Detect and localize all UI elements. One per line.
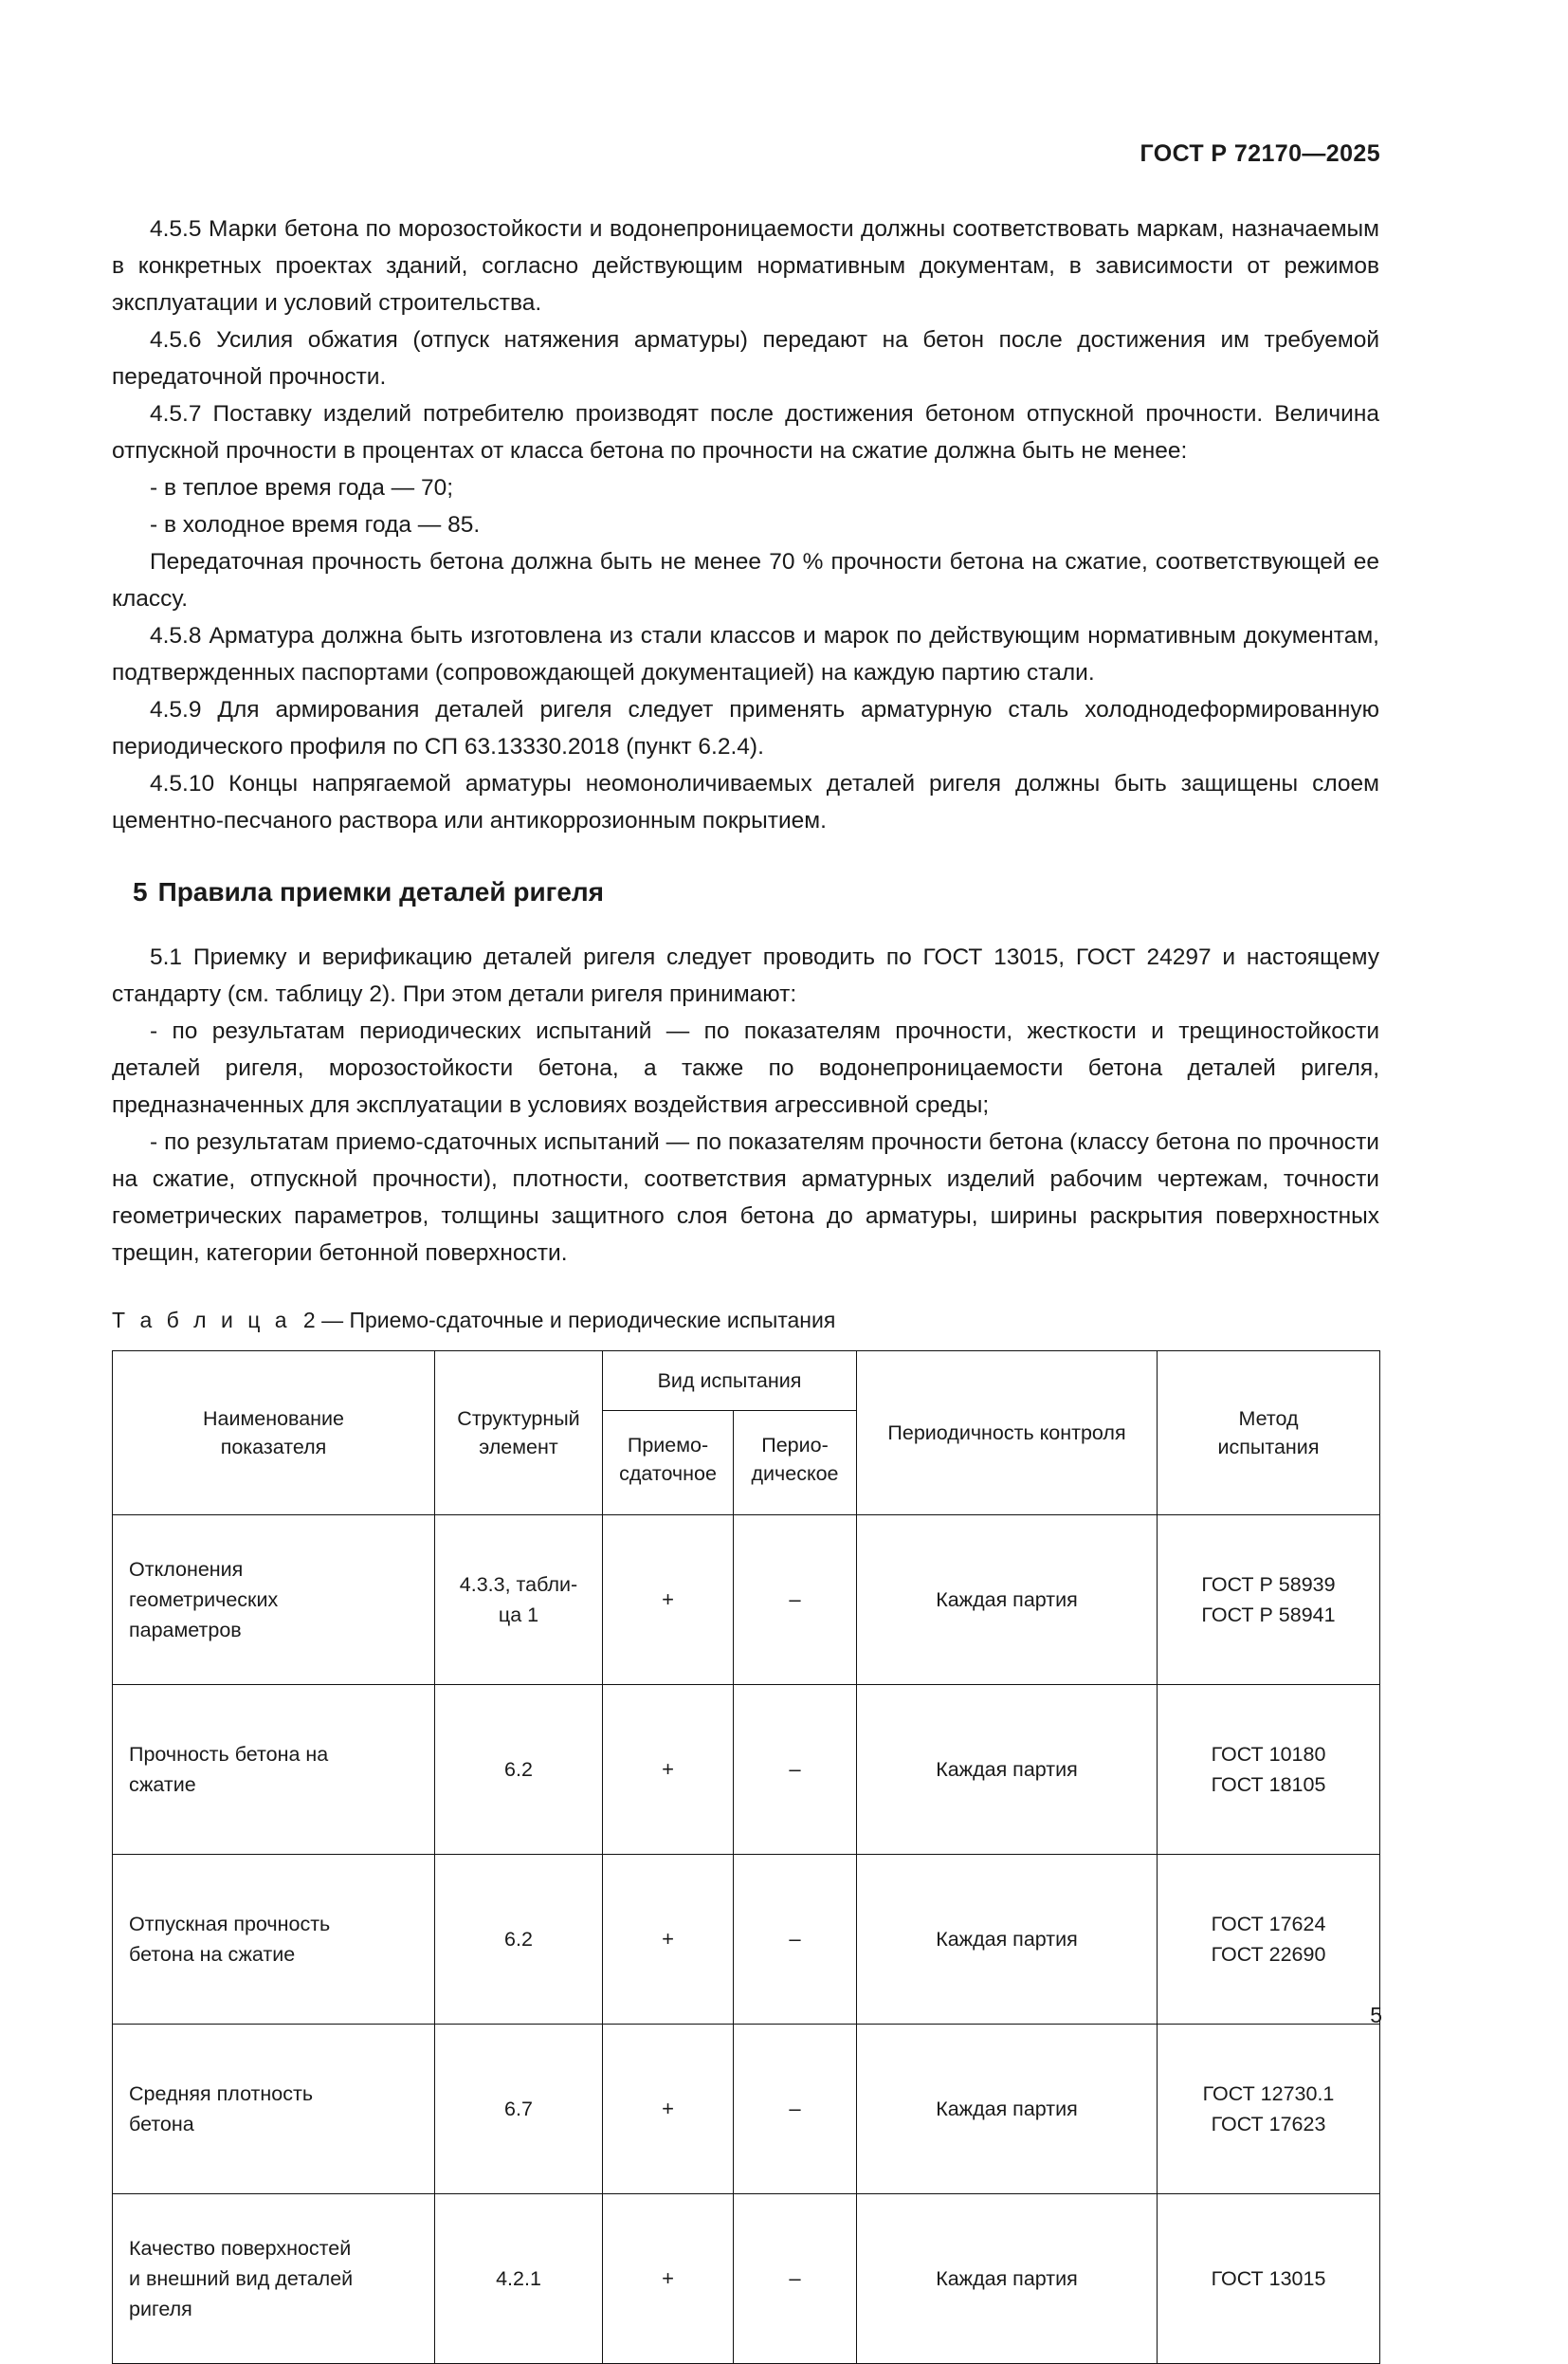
paragraph-text: 4.5.5 Марки бетона по морозостойкости и водонепроницаемости должны соответствовать маркам, назначаемым в конкретных проектах зданий, согласно действующим нормативным документам, в зависимости от режимов эксплуатации и условий строительства. <box>112 216 1379 316</box>
paragraph-text: Передаточная прочность бетона должна быть не менее 70 % прочности бетона на сжатие, соответствующей ее классу. <box>112 549 1379 612</box>
cell-line: Прочность бетона на <box>129 1743 329 1766</box>
cell-line: 6.2 <box>504 1928 533 1951</box>
paragraph-4-5-10 <box>112 765 1379 839</box>
cell-line: Отклонения <box>129 1558 244 1581</box>
bullet-periodic-tests <box>112 1013 1379 1124</box>
table-row <box>113 1685 1380 1855</box>
cell-line: ГОСТ 17624 <box>1211 1913 1326 1935</box>
paragraph-text: 5.1 Приемку и верификацию деталей ригеля следует проводить по ГОСТ 13015, ГОСТ 24297 и настоящему стандарту (см. таблицу 2). При этом детали ригеля принимают: <box>112 944 1379 1007</box>
cell-line: Отпускная прочность <box>129 1913 331 1935</box>
th-structural-element <box>435 1351 603 1515</box>
cell-line: ГОСТ 13015 <box>1211 2267 1326 2290</box>
th-line: сдаточное <box>619 1462 717 1485</box>
cell-line: ца 1 <box>498 1603 539 1626</box>
table-2-acceptance-and-periodic-tests <box>112 1350 1380 2364</box>
th-line: Наименование <box>202 1407 345 1430</box>
cell-acceptance-test: + <box>603 2025 734 2194</box>
th-line: дическое <box>751 1462 839 1485</box>
cell-periodic-test: – <box>734 1855 857 2025</box>
cell-line: 4.2.1 <box>496 2267 541 2290</box>
cell-line: Средняя плотность <box>129 2082 314 2105</box>
th-line: Приемо- <box>627 1434 709 1457</box>
table-row <box>113 1515 1380 1685</box>
section-heading-5 <box>112 839 1379 939</box>
section-title-text: Правила приемки деталей ригеля <box>157 877 605 907</box>
th-control-frequency: Периодичность контроля <box>857 1351 1158 1515</box>
th-line: Структурный <box>457 1407 580 1430</box>
cell-acceptance-test: + <box>603 1515 734 1685</box>
cell-control-frequency: Каждая партия <box>857 1515 1158 1685</box>
cell-structural-element <box>435 1515 603 1685</box>
cell-periodic-test: – <box>734 2194 857 2364</box>
table-body <box>113 1515 1380 2364</box>
table-row <box>113 1855 1380 2025</box>
cell-line: ГОСТ 12730.1 <box>1202 2082 1335 2105</box>
cell-structural-element <box>435 1685 603 1855</box>
cell-line: ГОСТ 18105 <box>1211 1773 1326 1796</box>
th-line: показателя <box>220 1436 327 1458</box>
cell-line: ГОСТ 17623 <box>1211 2113 1326 2135</box>
paragraph-text: - по результатам приемо-сдаточных испытаний — по показателям прочности бетона (классу бетона по прочности на сжатие, отпускной прочности), плотности, соответствия арматурных изделий рабочим чертежам, точности геометрических параметров, толщины защитного слоя бетона до арматуры, ширины раскрытия поверхностных трещин, категории бетонной поверхности. <box>112 1129 1379 1266</box>
th-line: Метод <box>1238 1407 1299 1430</box>
paragraph-4-5-5 <box>112 211 1379 321</box>
paragraph-text: 4.5.10 Концы напрягаемой арматуры неомоноличиваемых деталей ригеля должны быть защищены слоем цементно-песчаного раствора или антикоррозионным покрытием. <box>112 771 1379 834</box>
paragraph-transfer-strength <box>112 543 1379 617</box>
th-line: элемент <box>479 1436 558 1458</box>
cell-line: Качество поверхностей <box>129 2237 352 2260</box>
cell-indicator-name <box>113 1855 435 2025</box>
cell-control-frequency: Каждая партия <box>857 1855 1158 2025</box>
cell-control-frequency: Каждая партия <box>857 2025 1158 2194</box>
table-row <box>113 2025 1380 2194</box>
bullet-warm-season: - в теплое время года — 70; <box>150 475 454 501</box>
cell-line: ГОСТ 10180 <box>1211 1743 1326 1766</box>
cell-test-method <box>1158 2025 1380 2194</box>
cell-periodic-test: – <box>734 1685 857 1855</box>
cell-acceptance-test: + <box>603 2194 734 2364</box>
table-caption-text: Приемо-сдаточные и периодические испытания <box>349 1308 836 1332</box>
paragraph-text: - по результатам периодических испытаний — по показателям прочности, жесткости и трещиностойкости деталей ригеля, морозостойкости бетона, а также по водонепроницаемости бетона деталей ригеля, предназначенных для эксплуатации в условиях воздействия агрессивной среды; <box>112 1018 1379 1118</box>
th-test-type-group: Вид испытания <box>603 1351 857 1411</box>
cell-line: 6.2 <box>504 1758 533 1781</box>
paragraph-4-5-9 <box>112 691 1379 765</box>
paragraph-4-5-7 <box>112 395 1379 469</box>
page-content <box>112 211 1379 2364</box>
cell-structural-element <box>435 2194 603 2364</box>
th-test-method <box>1158 1351 1380 1515</box>
cell-control-frequency: Каждая партия <box>857 2194 1158 2364</box>
bullet-cold-season: - в холодное время года — 85. <box>150 512 481 538</box>
cell-acceptance-test: + <box>603 1855 734 2025</box>
cell-test-method <box>1158 2194 1380 2364</box>
table-head <box>113 1351 1380 1515</box>
th-periodic-test <box>734 1411 857 1515</box>
cell-line: ГОСТ 22690 <box>1211 1943 1326 1966</box>
cell-line: 6.7 <box>504 2098 533 2120</box>
table-caption-dash: — <box>321 1308 344 1332</box>
paragraph-text: 4.5.8 Арматура должна быть изготовлена из стали классов и марок по действующим нормативным документам, подтвержденных паспортами (сопровождающей документацией) на каждую партию стали. <box>112 623 1379 686</box>
paragraph-text: 4.5.6 Усилия обжатия (отпуск натяжения арматуры) передают на бетон после достижения им требуемой передаточной прочности. <box>112 327 1379 390</box>
cell-indicator-name <box>113 1515 435 1685</box>
th-indicator-name <box>113 1351 435 1515</box>
cell-indicator-name <box>113 2194 435 2364</box>
cell-test-method <box>1158 1685 1380 1855</box>
page-number: 5 <box>1370 2003 1382 2027</box>
paragraph-4-5-8 <box>112 617 1379 691</box>
paragraph-text: 4.5.7 Поставку изделий потребителю производят после достижения бетоном отпускной прочности. Величина отпускной прочности в процентах от класса бетона по прочности на сжатие должна быть не менее: <box>112 401 1379 464</box>
cell-structural-element <box>435 1855 603 2025</box>
cell-line: и внешний вид деталей <box>129 2267 354 2290</box>
th-acceptance-test <box>603 1411 734 1515</box>
cell-periodic-test: – <box>734 2025 857 2194</box>
cell-line: ригеля <box>129 2298 192 2320</box>
running-header-standard-number: ГОСТ Р 72170—2025 <box>1140 140 1380 167</box>
table-caption-number: 2 <box>302 1308 316 1332</box>
table-row <box>113 2194 1380 2364</box>
paragraph-4-5-6 <box>112 321 1379 395</box>
cell-acceptance-test: + <box>603 1685 734 1855</box>
cell-test-method <box>1158 1855 1380 2025</box>
section-number: 5 <box>133 877 148 907</box>
cell-line: 4.3.3, табли- <box>459 1573 578 1596</box>
paragraph-5-1 <box>112 939 1379 1013</box>
cell-line: ГОСТ Р 58941 <box>1201 1603 1336 1626</box>
cell-test-method <box>1158 1515 1380 1685</box>
th-line: испытания <box>1217 1436 1320 1458</box>
cell-indicator-name <box>113 1685 435 1855</box>
paragraph-text: 4.5.9 Для армирования деталей ригеля следует применять арматурную сталь холоднодеформированную периодического профиля по СП 63.13330.2018 (пункт 6.2.4). <box>112 697 1379 760</box>
cell-line: ГОСТ Р 58939 <box>1201 1573 1336 1596</box>
table-caption-label: Т а б л и ц а <box>112 1308 292 1332</box>
th-line: Перио- <box>761 1434 829 1457</box>
cell-indicator-name <box>113 2025 435 2194</box>
bullet-acceptance-tests <box>112 1124 1379 1272</box>
cell-line: геометрических <box>129 1588 279 1611</box>
cell-periodic-test: – <box>734 1515 857 1685</box>
table-2-caption <box>112 1304 1379 1336</box>
cell-line: сжатие <box>129 1773 196 1796</box>
cell-line: бетона на сжатие <box>129 1943 296 1966</box>
cell-structural-element <box>435 2025 603 2194</box>
cell-line: параметров <box>129 1619 242 1641</box>
table-header-row-group <box>113 1351 1380 1411</box>
cell-line: бетона <box>129 2113 194 2135</box>
cell-control-frequency: Каждая партия <box>857 1685 1158 1855</box>
